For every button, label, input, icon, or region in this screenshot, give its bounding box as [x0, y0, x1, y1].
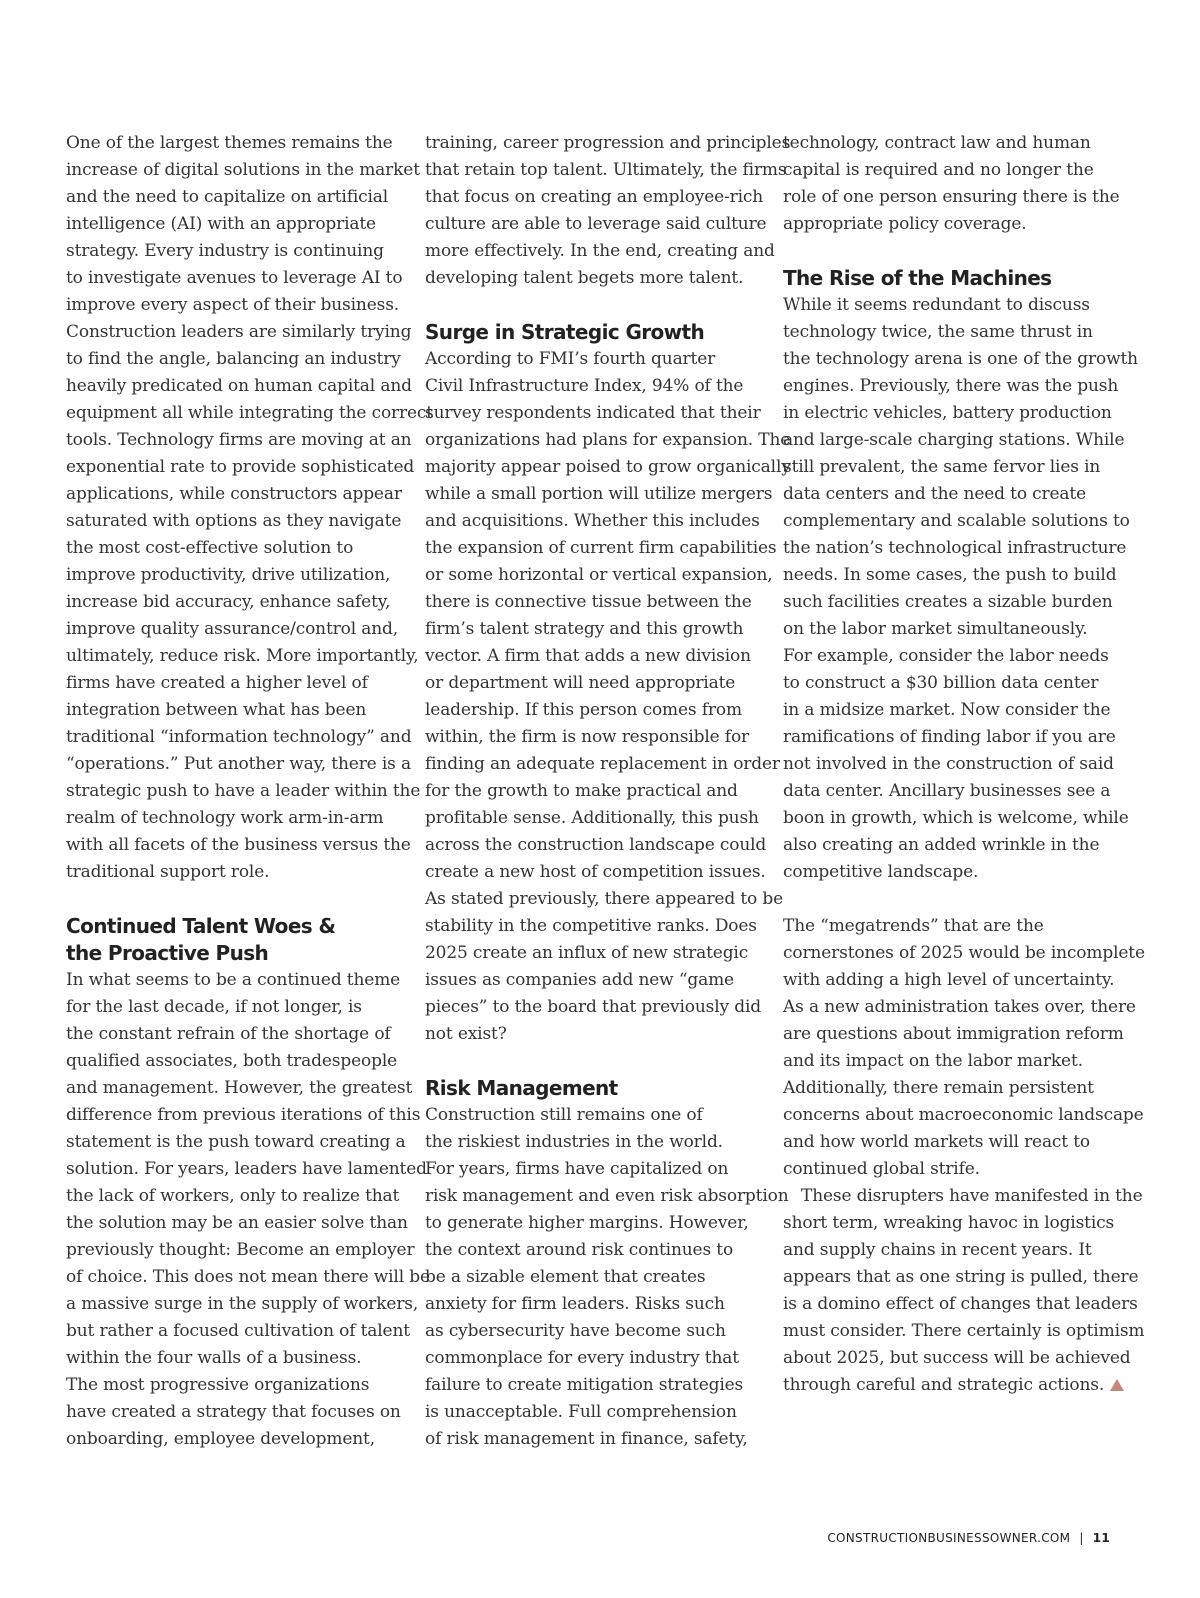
text-line: For example, consider the labor needs: [783, 646, 1109, 666]
text-line: failure to create mitigation strategies: [425, 1375, 744, 1395]
paragraph-gap: [425, 1048, 770, 1075]
text-line: solution. For years, leaders have lamented: [66, 1159, 427, 1179]
text-line: through careful and strategic actions.: [783, 1372, 1128, 1399]
paragraph: [66, 130, 433, 886]
text-line: saturated with options as they navigate: [66, 511, 402, 531]
text-line: have created a strategy that focuses on: [66, 1402, 401, 1422]
text-line: traditional “information technology” and: [66, 727, 412, 747]
text-line: These disrupters have manifested in the: [801, 1186, 1143, 1206]
text-line: technology twice, the same thrust in: [783, 322, 1093, 342]
text-line: previously thought: Become an employer: [66, 1240, 415, 1260]
text-line: ramifications of finding labor if you are: [783, 727, 1116, 747]
text-line: and large-scale charging stations. While: [783, 430, 1125, 450]
text-line: continued global strife.: [783, 1159, 980, 1179]
text-line: Construction leaders are similarly trying: [66, 322, 412, 342]
text-line: As a new administration takes over, there: [783, 997, 1136, 1017]
text-line: Additionally, there remain persistent: [783, 1078, 1094, 1098]
text-line: firms have created a higher level of: [66, 673, 368, 693]
text-line: while a small portion will utilize mergers: [425, 484, 773, 504]
text-line: While it seems redundant to discuss: [783, 295, 1090, 315]
text-line: to find the angle, balancing an industry: [66, 349, 401, 369]
text-line: anxiety for firm leaders. Risks such: [425, 1294, 725, 1314]
text-line: of choice. This does not mean there will be: [66, 1267, 430, 1287]
text-line: For years, firms have capitalized on: [425, 1159, 729, 1179]
text-line: that focus on creating an employee-rich: [425, 187, 764, 207]
text-line: engines. Previously, there was the push: [783, 376, 1119, 396]
text-line: more effectively. In the end, creating and: [425, 241, 775, 261]
text-line: technology, contract law and human: [783, 133, 1091, 153]
text-line: the most cost-effective solution to: [66, 538, 354, 558]
text-line: onboarding, employee development,: [66, 1429, 375, 1449]
section-heading: [66, 913, 411, 967]
text-line: Construction still remains one of: [425, 1105, 703, 1125]
paragraph: [425, 346, 791, 1048]
paragraph-gap: [783, 238, 1128, 265]
text-line: are questions about immigration reform: [783, 1024, 1124, 1044]
text-line: the constant refrain of the shortage of: [66, 1024, 391, 1044]
text-line: the technology arena is one of the growth: [783, 349, 1138, 369]
paragraph-gap: [425, 292, 770, 319]
paragraph: [783, 1183, 1145, 1399]
text-line: for the last decade, if not longer, is: [66, 997, 362, 1017]
text-line: strategy. Every industry is continuing: [66, 241, 384, 261]
text-line: or some horizontal or vertical expansion,: [425, 565, 773, 585]
text-line: increase bid accuracy, enhance safety,: [66, 592, 391, 612]
text-line: there is connective tissue between the: [425, 592, 752, 612]
text-line: a massive surge in the supply of workers,: [66, 1294, 419, 1314]
text-line: complementary and scalable solutions to: [783, 511, 1130, 531]
text-line: but rather a focused cultivation of talent: [66, 1321, 410, 1341]
article-column-1: [66, 130, 433, 1453]
text-line: According to FMI’s fourth quarter: [425, 349, 716, 369]
paragraph: [783, 130, 1128, 238]
text-line: boon in growth, which is welcome, while: [783, 808, 1129, 828]
text-line: is unacceptable. Full comprehension: [425, 1402, 737, 1422]
text-line: as cybersecurity have become such: [425, 1321, 726, 1341]
text-line: traditional support role.: [66, 862, 270, 882]
text-line: needs. In some cases, the push to build: [783, 565, 1117, 585]
page-number: 11: [1092, 1531, 1110, 1545]
text-line: and acquisitions. Whether this includes: [425, 511, 760, 531]
text-line: stability in the competitive ranks. Does: [425, 916, 757, 936]
text-line: not exist?: [425, 1024, 507, 1044]
text-line: data center. Ancillary businesses see a: [783, 781, 1111, 801]
article-column-2: [425, 130, 791, 1453]
text-line: The most progressive organizations: [66, 1375, 370, 1395]
text-line: integration between what has been: [66, 700, 367, 720]
text-line: the nation’s technological infrastructure: [783, 538, 1127, 558]
text-line: and management. However, the greatest: [66, 1078, 413, 1098]
text-line: survey respondents indicated that their: [425, 403, 761, 423]
text-line: and the need to capitalize on artificial: [66, 187, 389, 207]
text-line: to investigate avenues to leverage AI to: [66, 268, 403, 288]
text-line: the riskiest industries in the world.: [425, 1132, 723, 1152]
text-line: appropriate policy coverage.: [783, 214, 1027, 234]
text-line: In what seems to be a continued theme: [66, 970, 401, 990]
text-line: in a midsize market. Now consider the: [783, 700, 1111, 720]
heading-line: Surge in Strategic Growth: [425, 320, 705, 344]
text-line: the expansion of current firm capabilities: [425, 538, 777, 558]
text-line: Civil Infrastructure Index, 94% of the: [425, 376, 744, 396]
text-line: to construct a $30 billion data center: [783, 673, 1099, 693]
text-line: 2025 create an influx of new strategic: [425, 943, 749, 963]
footer-separator: |: [1079, 1531, 1084, 1545]
text-line: equipment all while integrating the correct: [66, 403, 433, 423]
article-column-3: [783, 130, 1145, 1399]
paragraph: [425, 130, 791, 292]
text-line: pieces” to the board that previously did: [425, 997, 761, 1017]
text-line: developing talent begets more talent.: [425, 268, 744, 288]
text-line: for the growth to make practical and: [425, 781, 738, 801]
text-line: “operations.” Put another way, there is a: [66, 754, 411, 774]
text-line: improve quality assurance/control and,: [66, 619, 399, 639]
text-line: statement is the push toward creating a: [66, 1132, 406, 1152]
text-line: firm’s talent strategy and this growth: [425, 619, 744, 639]
text-line: and how world markets will react to: [783, 1132, 1091, 1152]
text-line: training, career progression and principles: [425, 133, 791, 153]
text-line: still prevalent, the same fervor lies in: [783, 457, 1101, 477]
text-line: about 2025, but success will be achieved: [783, 1348, 1131, 1368]
text-line: leadership. If this person comes from: [425, 700, 742, 720]
text-line: within, the firm is now responsible for: [425, 727, 750, 747]
text-line: such facilities creates a sizable burden: [783, 592, 1113, 612]
text-line: capital is required and no longer the: [783, 160, 1094, 180]
text-line: qualified associates, both tradespeople: [66, 1051, 398, 1071]
text-line: exponential rate to provide sophisticated: [66, 457, 415, 477]
text-line: strategic push to have a leader within the: [66, 781, 421, 801]
text-line: short term, wreaking havoc in logistics: [783, 1213, 1115, 1233]
text-line: organizations had plans for expansion. The: [425, 430, 791, 450]
text-line: data centers and the need to create: [783, 484, 1086, 504]
paragraph-gap: [66, 886, 411, 913]
text-line: also creating an added wrinkle in the: [783, 835, 1100, 855]
text-line: and supply chains in recent years. It: [783, 1240, 1092, 1260]
text-line: concerns about macroeconomic landscape: [783, 1105, 1144, 1125]
text-line: improve productivity, drive utilization,: [66, 565, 391, 585]
text-line: vector. A firm that adds a new division: [425, 646, 751, 666]
text-line: intelligence (AI) with an appropriate: [66, 214, 376, 234]
text-line: appears that as one string is pulled, there: [783, 1267, 1139, 1287]
text-line: One of the largest themes remains the: [66, 133, 393, 153]
paragraph: [66, 967, 430, 1453]
text-line: increase of digital solutions in the market: [66, 160, 420, 180]
text-line: across the construction landscape could: [425, 835, 767, 855]
text-line: be a sizable element that creates: [425, 1267, 706, 1287]
text-line: issues as companies add new “game: [425, 970, 734, 990]
text-line: the solution may be an easier solve than: [66, 1213, 408, 1233]
text-line: the lack of workers, only to realize that: [66, 1186, 400, 1206]
heading-line: the Proactive Push: [66, 941, 269, 965]
paragraph: [425, 1102, 789, 1453]
text-line: that retain top talent. Ultimately, the firms: [425, 160, 787, 180]
text-line: in electric vehicles, battery production: [783, 403, 1112, 423]
text-line: not involved in the construction of said: [783, 754, 1114, 774]
text-line: with adding a high level of uncertainty.: [783, 970, 1115, 990]
text-line: within the four walls of a business.: [66, 1348, 362, 1368]
heading-line: The Rise of the Machines: [783, 266, 1052, 290]
paragraph: [783, 913, 1145, 1183]
text-line: role of one person ensuring there is the: [783, 187, 1120, 207]
text-line: profitable sense. Additionally, this push: [425, 808, 759, 828]
paragraph-gap: [783, 886, 1128, 913]
text-line: of risk management in finance, safety,: [425, 1429, 748, 1449]
text-line: create a new host of competition issues.: [425, 862, 766, 882]
text-line: As stated previously, there appeared to be: [425, 889, 783, 909]
text-line: culture are able to leverage said culture: [425, 214, 767, 234]
text-line: commonplace for every industry that: [425, 1348, 739, 1368]
text-line: with all facets of the business versus the: [66, 835, 411, 855]
section-heading: [783, 265, 1128, 292]
page-footer: [827, 1531, 1110, 1545]
text-line: or department will need appropriate: [425, 673, 736, 693]
text-line: The “megatrends” that are the: [783, 916, 1044, 936]
heading-line: Continued Talent Woes &: [66, 914, 336, 938]
section-heading: [425, 1075, 770, 1102]
text-line: difference from previous iterations of this: [66, 1105, 421, 1125]
text-line: is a domino effect of changes that leaders: [783, 1294, 1138, 1314]
text-line: competitive landscape.: [783, 862, 979, 882]
text-line: improve every aspect of their business.: [66, 295, 400, 315]
text-line: must consider. There certainly is optimism: [783, 1321, 1145, 1341]
text-line: risk management and even risk absorption: [425, 1186, 789, 1206]
text-line: majority appear poised to grow organically: [425, 457, 791, 477]
paragraph: [783, 292, 1138, 886]
heading-line: Risk Management: [425, 1076, 618, 1100]
text-line: applications, while constructors appear: [66, 484, 402, 504]
footer-site-name: CONSTRUCTIONBUSINESSOWNER.COM: [827, 1531, 1071, 1545]
text-line: realm of technology work arm-in-arm: [66, 808, 384, 828]
text-line: to generate higher margins. However,: [425, 1213, 749, 1233]
text-line: cornerstones of 2025 would be incomplete: [783, 943, 1145, 963]
text-line: tools. Technology firms are moving at an: [66, 430, 412, 450]
text-line: the context around risk continues to: [425, 1240, 734, 1260]
triangle-end-mark-icon: [1110, 1379, 1124, 1391]
text-line: ultimately, reduce risk. More importantly,: [66, 646, 419, 666]
text-line: on the labor market simultaneously.: [783, 619, 1088, 639]
text-line: and its impact on the labor market.: [783, 1051, 1083, 1071]
text-line: heavily predicated on human capital and: [66, 376, 412, 396]
text-line: finding an adequate replacement in order: [425, 754, 780, 774]
section-heading: [425, 319, 770, 346]
